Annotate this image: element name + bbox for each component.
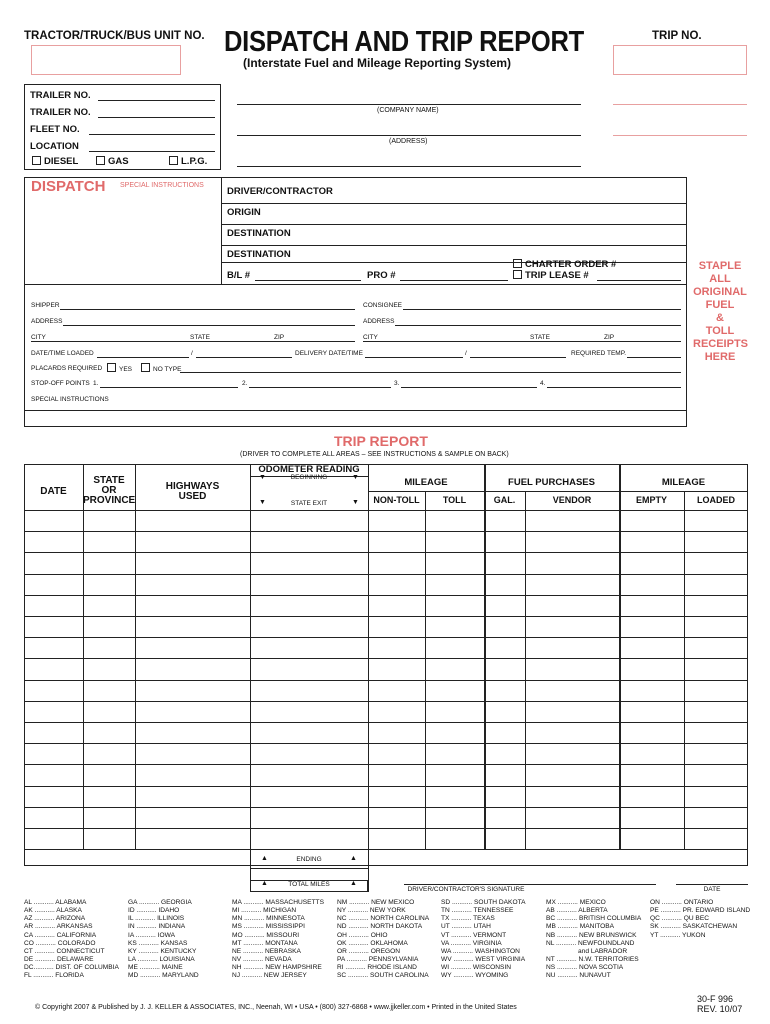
destination-field-2[interactable] [221,262,687,263]
special-instructions-field[interactable] [24,410,687,411]
state-abbreviation: YT ........... YUKON [650,931,706,939]
lpg-option[interactable] [169,156,207,167]
state-abbreviation: SD ........... SOUTH DAKOTA [441,899,526,906]
required-temp-label: REQUIRED TEMP. [571,350,627,357]
trip-report-title: TRIP REPORT [334,433,428,449]
driver-label: DRIVER/CONTRACTOR [227,186,333,197]
state-abbreviation: MA ........... MASSACHUSETTS [232,899,324,906]
datetime-slash-1: / [191,350,193,357]
signature-date-field[interactable] [676,884,748,885]
page-subtitle: (Interstate Fuel and Mileage Reporting System) [243,56,512,70]
date-column-header: DATE [40,486,67,497]
dispatch-special-label: SPECIAL INSTRUCTIONS [120,182,204,189]
charter-label: CHARTER ORDER # [525,259,617,270]
state-exit-arrow-left: ▼ [259,499,266,506]
stop-number-1: 1. [93,380,99,387]
state-abbreviation: CA ........... CALIFORNIA [24,931,97,939]
dispatch-box [24,177,687,427]
consignee-address-label: ADDRESS [363,318,395,325]
bl-field[interactable] [255,280,361,281]
header-line: OR [101,485,117,496]
placards-yes-option[interactable] [107,363,132,373]
trip-table [24,464,748,866]
state-abbreviation: MI ........... MICHIGAN [232,907,297,915]
trailer-field-2[interactable] [98,117,215,118]
col-divider-4 [368,464,369,892]
company-name-field[interactable] [237,104,581,105]
shipper-address-field[interactable] [63,325,355,326]
table-row[interactable] [24,531,748,532]
state-abbreviation: MN ........... MINNESOTA [232,915,305,923]
stop-field-3[interactable] [401,387,537,388]
table-row[interactable] [24,786,748,787]
staple-line: HERE [704,351,736,363]
state-abbreviation: MT ........... MONTANA [232,939,298,947]
body-bottom-rule [24,849,748,850]
state-abbreviation: NE ........... NEBRASKA [232,947,301,955]
beginning-arrow-left: ▼ [259,474,266,481]
state-abbreviation: TN ........... TENNESSEE [441,907,514,915]
state-abbreviation: MX ........... MEXICO [546,899,606,906]
charter-checkbox[interactable] [513,259,522,268]
dispatch-divider [221,177,222,284]
state-abbreviation: AZ ........... ARIZONA [24,915,86,923]
signature-label: DRIVER/CONTRACTOR'S SIGNATURE [407,886,525,893]
copyright-text: © Copyright 2007 & Published by J. J. KELLER & ASSOCIATES, INC., Neenah, WI • USA • (800) 327-6868 • www.jjkeller.com • Printed in the United States [35,1004,517,1011]
table-row[interactable] [24,743,748,744]
state-abbreviation: NC ........... NORTH CAROLINA [337,915,430,923]
company-address-label: (ADDRESS) [389,138,428,145]
col-divider-6 [484,464,486,849]
state-abbreviation: AB ........... ALBERTA [546,907,608,915]
state-abbreviation: KY ........... KENTUCKY [128,947,197,955]
state-abbreviation: WA ........... WASHINGTON [441,947,520,955]
destination-label-2: DESTINATION [227,249,291,260]
state-abbreviation: NS ........... NOVA SCOTIA [546,964,624,972]
pro-field[interactable] [400,280,508,281]
location-label: LOCATION [30,141,79,152]
staple-line: TOLL [705,325,735,337]
stop-field-2[interactable] [249,387,391,388]
state-abbreviation: ND ........... NORTH DAKOTA [337,923,423,931]
header-line: STATE [93,475,125,486]
table-row[interactable] [24,595,748,596]
lease-option[interactable] [513,270,589,281]
origin-label: ORIGIN [227,207,261,218]
state-exit-label: STATE EXIT [290,500,328,507]
nontoll-header: NON-TOLL [373,495,420,505]
state-abbreviation: AK ........... ALASKA [24,907,82,915]
consignee-field[interactable] [403,309,681,310]
state-abbreviation: SC ........... SOUTH CAROLINA [337,972,429,980]
diesel-option[interactable] [32,156,78,167]
col-divider-5 [425,491,426,849]
unit-number-label: TRACTOR/TRUCK/BUS UNIT NO. [24,30,205,42]
no-label: NO TYPE [153,366,182,373]
state-abbreviation: MO ........... MISSOURI [232,931,300,939]
delivery-time-field[interactable] [470,357,566,358]
state-abbreviation: ME ........... MAINE [128,964,183,972]
empty-header: EMPTY [635,495,667,505]
no-checkbox[interactable] [141,363,150,372]
state-abbreviation: QC ........... QU BEC [650,915,709,923]
col-divider-9 [684,491,685,849]
gas-option[interactable] [96,156,129,167]
shipper-address-label: ADDRESS [31,318,63,325]
state-abbreviation: OK ........... OKLAHOMA [337,939,408,947]
yes-checkbox[interactable] [107,363,116,372]
delivery-date-field[interactable] [365,357,463,358]
signature-date-label: DATE [703,886,721,893]
state-abbreviation: NL ........... NEWFOUNDLAND [546,939,635,947]
consignee-city-label: CITY [363,334,378,341]
stop-field-4[interactable] [547,387,681,388]
stopoff-label: STOP-OFF POINTS [31,380,90,387]
state-abbreviation: LA ........... LOUISIANA [128,956,195,964]
company-name-label: (COMPANY NAME) [377,107,439,114]
state-abbreviation: DC........... DIST. OF COLUMBIA [24,964,119,972]
loaded-header: LOADED [697,495,735,505]
datetime-loaded-label: DATE/TIME LOADED [31,350,94,357]
state-abbreviation: OH ........... OHIO [337,931,388,939]
gas-checkbox[interactable] [96,156,105,165]
bl-label: B/L # [227,270,251,281]
trip-field-line-1[interactable] [613,104,747,105]
state-abbreviation: AL ........... ALABAMA [24,899,87,906]
unit-number-field[interactable] [31,45,181,75]
table-row[interactable] [24,701,748,702]
state-abbreviation: UT ........... UTAH [441,923,491,931]
dispatch-title: DISPATCH [31,178,106,195]
state-abbreviation: CT ........... CONNECTICUT [24,947,105,955]
vendor-header: VENDOR [552,495,592,505]
state-abbreviation: TX ........... TEXAS [441,915,495,923]
state-abbreviation: NH ........... NEW HAMPSHIRE [232,964,322,972]
lease-label: TRIP LEASE # [525,270,589,281]
state-abbreviation: WI ........... WISCONSIN [441,964,511,972]
trip-number-label: TRIP NO. [652,30,702,42]
placard-type-field[interactable] [180,372,681,373]
ending-label: ENDING [296,856,322,863]
fuel-purchases-header: FUEL PURCHASES [508,477,595,488]
state-abbreviation: IA ........... IOWA [128,931,176,939]
placards-label: PLACARDS REQUIRED [31,365,103,372]
state-abbreviation: VA ........... VIRGINIA [441,939,502,947]
destination-label-1: DESTINATION [227,228,291,239]
table-row[interactable] [24,552,748,553]
state-abbreviation: KS ........... KANSAS [128,939,188,947]
ending-arrow-right: ▲ [350,855,357,862]
state-abbreviation: DE ........... DELAWARE [24,956,94,964]
lease-field[interactable] [597,280,681,281]
table-row[interactable] [24,807,748,808]
state-abbreviation: NU ........... NUNAVUT [546,972,611,980]
consignee-zip-label: ZIP [604,334,615,341]
state-abbreviation: RI ........... RHODE ISLAND [337,964,417,972]
shipper-state-label: STATE [190,334,210,341]
trailer-label-1: TRAILER NO. [30,90,91,101]
gas-label: GAS [108,156,129,167]
state-abbreviation: ON ........... ONTARIO [650,899,714,906]
gallons-header: GAL. [493,495,516,505]
yes-label: YES [119,366,133,373]
staple-line: STAPLE [698,260,742,272]
company-address-field[interactable] [237,135,581,136]
diesel-checkbox[interactable] [32,156,41,165]
trip-number-field[interactable] [613,45,747,75]
state-abbreviation: NM ........... NEW MEXICO [337,899,415,906]
ending-rule [250,868,368,869]
state-abbreviation: IL ........... ILLINOIS [128,915,185,923]
toll-header: TOLL [442,495,467,505]
datetime-slash-2: / [465,350,467,357]
state-abbreviation: ID ........... IDAHO [128,907,180,915]
staple-receipts-note [693,260,747,364]
staple-line: RECEIPTS [693,338,749,350]
state-abbreviation: GA ........... GEORGIA [128,899,192,906]
state-abbreviation: VT ........... VERMONT [441,931,507,939]
special-instructions-label: SPECIAL INSTRUCTIONS [31,396,109,403]
delivery-datetime-label: DELIVERY DATE/TIME [295,350,363,357]
state-exit-arrow-right: ▼ [352,499,359,506]
total-miles-label: TOTAL MILES [288,881,330,888]
company-address-field-2[interactable] [237,166,581,167]
table-row[interactable] [24,828,748,829]
trailer-label-2: TRAILER NO. [30,107,91,118]
table-row[interactable] [24,616,748,617]
destination-field-1[interactable] [221,245,687,246]
date-loaded-field[interactable] [97,357,189,358]
state-abbreviation: NT ........... N.W. TERRITORIES [546,956,639,964]
pro-label: PRO # [367,270,396,281]
state-abbreviation: NV ........... NEVADA [232,956,292,964]
signature-field[interactable] [404,884,656,885]
state-abbreviation: OR ........... OREGON [337,947,401,955]
lpg-label: L.P.G. [181,156,208,167]
shipper-field[interactable] [60,309,355,310]
table-row[interactable] [24,658,748,659]
state-column-header [83,476,135,506]
highways-column-header [135,482,250,502]
header-line: USED [178,491,207,502]
trip-report-subtitle: (DRIVER TO COMPLETE ALL AREAS – SEE INSTRUCTIONS & SAMPLE ON BACK) [240,451,509,458]
stop-field-1[interactable] [100,387,238,388]
trip-field-line-2[interactable] [613,135,747,136]
col-divider-2 [135,464,136,849]
beginning-label: BEGINNING [290,474,328,481]
odometer-header: ODOMETER READING [258,464,360,475]
stop-number-3: 3. [394,380,400,387]
col-divider-3 [250,464,251,892]
state-abbreviation: NY ........... NEW YORK [337,907,406,915]
lpg-checkbox[interactable] [169,156,178,165]
lease-checkbox[interactable] [513,270,522,279]
revision-date: REV. 10/07 [697,1004,743,1014]
trailer-field-1[interactable] [98,100,215,101]
charter-option[interactable] [513,259,616,270]
state-abbreviation: PA ........... PENNSYLVANIA [337,956,419,964]
staple-line: ALL [709,273,731,285]
table-row[interactable] [24,637,748,638]
origin-field[interactable] [221,224,687,225]
state-abbreviation: NB ........... NEW BRUNSWICK [546,931,637,939]
staple-line: FUEL [705,299,735,311]
fleet-label: FLEET NO. [30,124,80,135]
header-bottom-rule [24,510,748,511]
dispatch-section-divider [24,284,687,285]
table-row[interactable] [24,764,748,765]
shipper-city-field[interactable] [31,341,355,342]
beginning-arrow-right: ▼ [352,474,359,481]
mileage-header: MILEAGE [404,477,448,488]
col-divider-1 [83,464,84,849]
state-abbreviation: PE ........... PR. EDWARD ISLAND [650,907,751,915]
header-line: PROVINCE [83,495,136,506]
page-title: DISPATCH AND TRIP REPORT [224,26,584,58]
header-line: HIGHWAYS [165,481,220,492]
diesel-label: DIESEL [44,156,79,167]
state-abbreviation: CO ........... COLORADO [24,939,96,947]
state-abbreviation: AR ........... ARKANSAS [24,923,93,931]
consignee-state-label: STATE [530,334,550,341]
state-abbreviation: WV ........... WEST VIRGINIA [441,956,526,964]
consignee-address-field[interactable] [395,325,681,326]
staple-line: ORIGINAL [693,286,747,298]
shipper-label: SHIPPER [31,302,60,309]
required-temp-field[interactable] [627,357,681,358]
shipper-zip-label: ZIP [274,334,285,341]
state-abbreviation: FL ........... FLORIDA [24,972,84,980]
driver-field[interactable] [221,203,687,204]
placards-no-option[interactable] [141,363,181,373]
state-abbreviation: MB ........... MANITOBA [546,923,615,931]
total-arrow-right: ▲ [350,880,357,887]
consignee-city-field[interactable] [363,341,681,342]
shipper-city-label: CITY [31,334,46,341]
state-abbreviation: WY ........... WYOMING [441,972,509,980]
table-row[interactable] [24,722,748,723]
state-abbreviation: NJ ........... NEW JERSEY [232,972,307,980]
time-loaded-field[interactable] [196,357,292,358]
total-arrow-left: ▲ [261,880,268,887]
stop-number-2: 2. [242,380,248,387]
table-row[interactable] [24,574,748,575]
state-abbreviation: BC ........... BRITISH COLUMBIA [546,915,642,923]
staple-line: & [716,312,724,324]
ending-arrow-left: ▲ [261,855,268,862]
stop-number-4: 4. [540,380,546,387]
state-abbreviation: MD ........... MARYLAND [128,972,199,980]
col-divider-7 [525,491,526,849]
table-row[interactable] [24,680,748,681]
state-abbreviation: SK ........... SASKATCHEWAN [650,923,738,931]
location-field[interactable] [89,151,215,152]
fleet-field[interactable] [89,134,215,135]
state-abbreviation: MS ........... MISSISSIPPI [232,923,305,931]
mileage-header-2: MILEAGE [661,477,706,488]
state-abbreviation: and LABRADOR [578,947,628,955]
consignee-label: CONSIGNEE [363,302,403,309]
state-abbreviation: IN ........... INDIANA [128,923,186,931]
form-number: 30-F 996 [697,994,734,1004]
col-divider-8 [619,464,621,849]
